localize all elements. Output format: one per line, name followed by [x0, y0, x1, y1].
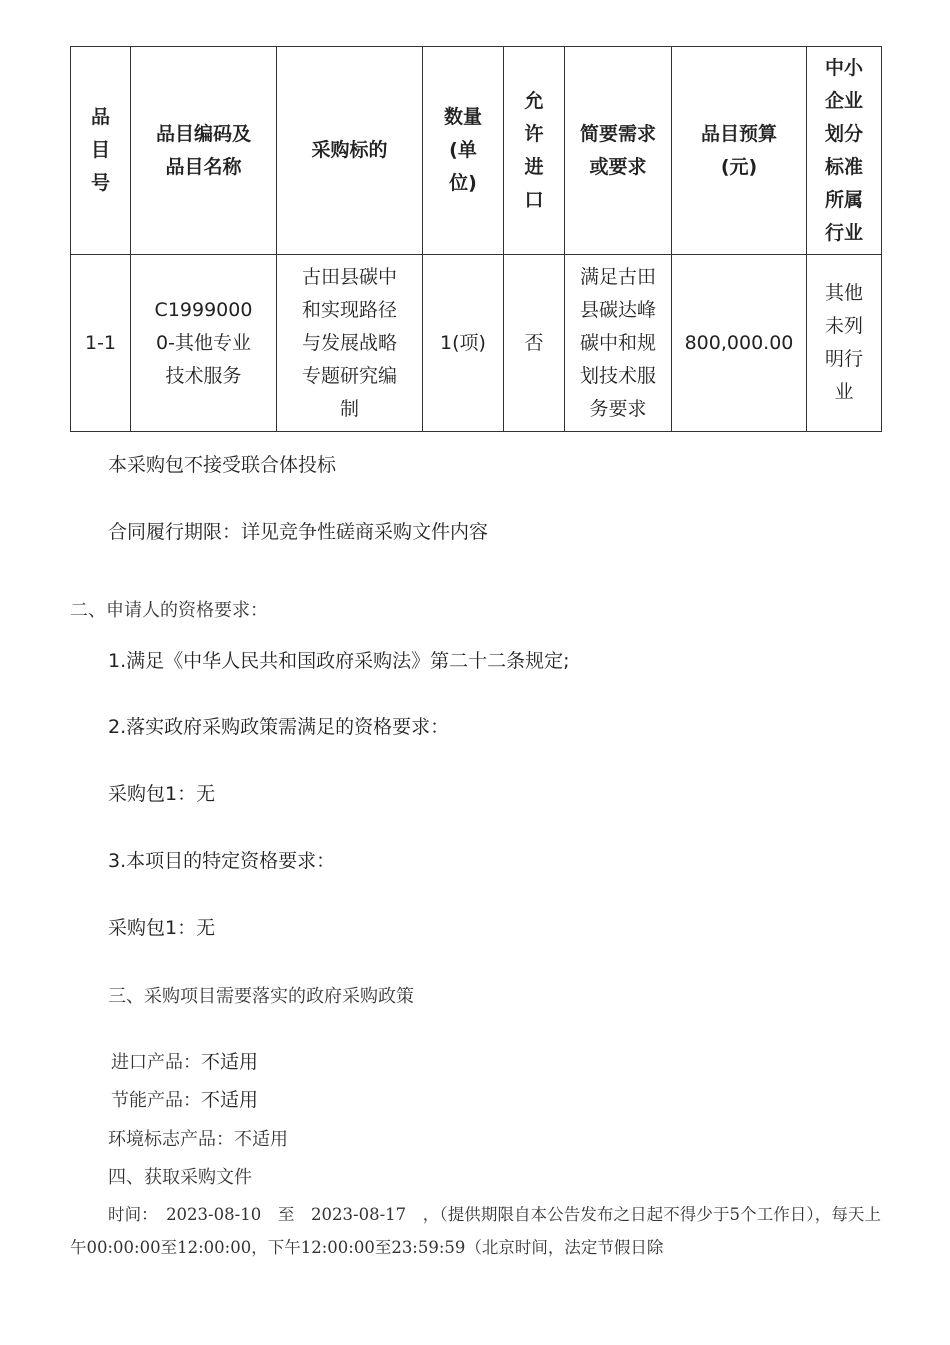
contract-period-note: 合同履行期限：详见竞争性磋商采购文件内容 [108, 521, 489, 543]
table-header-row [71, 47, 882, 255]
header-subject: 采购标的 [277, 47, 423, 255]
policy-energy-value: 不适用 [201, 1089, 259, 1111]
cell-quantity: 1(项) [423, 255, 504, 432]
qualification-item-2: 2.落实政府采购政策需满足的资格要求： [108, 716, 450, 738]
header-requirement: 简要需求或要求 [565, 47, 672, 255]
header-code-name: 品目编码及品目名称 [131, 47, 277, 255]
policy-import-label: 进口产品： [111, 1052, 201, 1073]
cell-budget: 800,000.00 [672, 255, 807, 432]
header-quantity: 数量(单位) [423, 47, 504, 255]
header-item-no: 品目号 [71, 47, 131, 255]
cell-import: 否 [504, 255, 565, 432]
header-import: 允许进口 [504, 47, 565, 255]
policy-energy-label: 节能产品： [111, 1090, 201, 1111]
qualification-item-3-package: 采购包1：无 [108, 917, 216, 939]
header-industry: 中小企业划分标准所属行业 [807, 47, 882, 255]
table-row [71, 255, 882, 432]
procurement-items-table [70, 46, 882, 432]
qualification-item-2-package: 采购包1：无 [108, 783, 216, 805]
acquisition-time-paragraph: 时间： 2023-08-10 至 2023-08-17 ，（提供期限自本公告发布之日起不得少于5个工作日），每天上午00:00:00至12:00:00，下午12:00:00至23:59:59（北京时间，法定节假日除 [70, 1205, 881, 1257]
cell-industry: 其他未列明行业 [807, 255, 882, 432]
qualification-item-3: 3.本项目的特定资格要求： [108, 850, 336, 872]
header-budget: 品目预算(元) [672, 47, 807, 255]
cell-code-name: C19990000-其他专业技术服务 [131, 255, 277, 432]
cell-requirement: 满足古田县碳达峰碳中和规划技术服务要求 [565, 255, 672, 432]
section4-title: 四、获取采购文件 [108, 1167, 252, 1188]
cell-subject: 古田县碳中和实现路径与发展战略专题研究编制 [277, 255, 423, 432]
policy-environment-products: 环境标志产品：不适用 [108, 1129, 288, 1150]
policy-import-value: 不适用 [201, 1051, 259, 1073]
policy-import-products [111, 1047, 258, 1074]
section2-title: 二、申请人的资格要求： [70, 600, 268, 621]
no-consortium-note: 本采购包不接受联合体投标 [108, 454, 337, 476]
qualification-item-1: 1.满足《中华人民共和国政府采购法》第二十二条规定; [108, 650, 570, 672]
policy-energy-products [111, 1085, 258, 1112]
section3-title: 三、采购项目需要落实的政府采购政策 [108, 986, 414, 1007]
cell-item-no: 1-1 [71, 255, 131, 432]
